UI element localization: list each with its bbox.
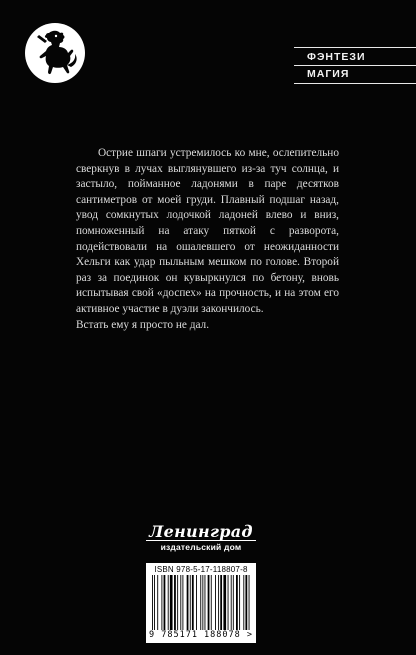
genre-label-magic: МАГИЯ [307,68,350,80]
publisher-subtitle: издательский дом [146,540,256,552]
genre-divider-middle [294,65,416,66]
publisher-name: Ленинград [149,522,253,541]
isbn-barcode [146,563,256,643]
publisher-emblem [25,23,85,83]
blurb-paragraph: Встать ему я просто не дал. [76,318,210,331]
blurb-paragraph: Острие шпаги устремилось ко мне, ослепительно сверкнув в лучах выглянувшего из-за туч солнца, и застыло, пойманное ладонями в паре десятков сантиметров от моей груди. Плавный подшаг назад, увод сомкнутых лодочкой ладоней влево и вниз, помноженный на атаку пяткой с разворота, подействовали на ошалевшего от неожиданности Хельги как удар пыльным мешком по голове. Второй раз за поединок он кувыркнулся по бетону, вновь испытывая свой «доспех» на прочность, и на этом его активное участие в дуэли закончилось. [76,147,339,315]
isbn-number: ISBN 978-5-17-118807-8 [154,565,248,574]
genre-divider-top [294,47,416,48]
barcode-digits: 9 785171 188078 > [149,630,253,640]
publisher-logo [146,523,256,552]
genre-label-fantasy: ФЭНТЕЗИ [307,51,366,63]
heraldic-lion-icon [25,23,85,83]
genre-divider-bottom [294,83,416,84]
book-blurb [76,146,339,333]
barcode-bars [152,575,250,630]
